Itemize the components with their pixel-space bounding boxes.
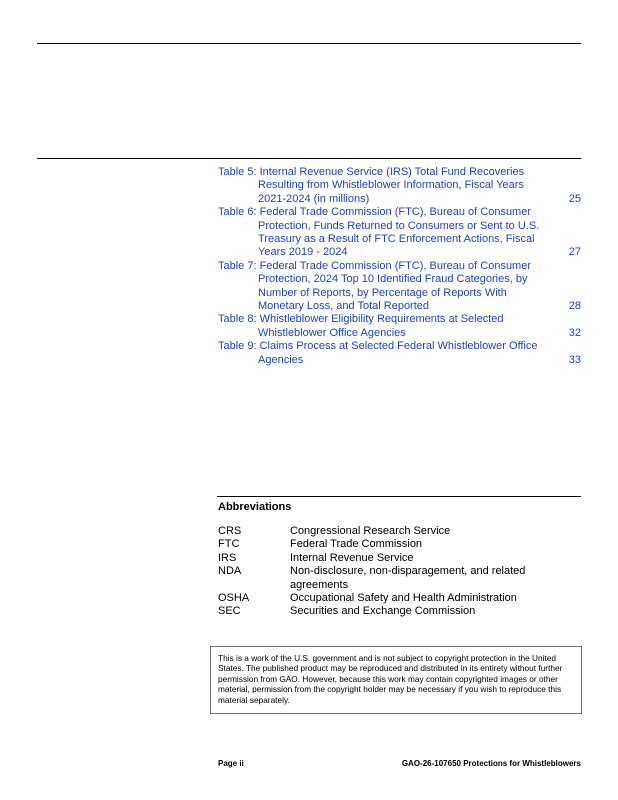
footer-page-number: Page ii [218,759,244,768]
footer-report-title: GAO-26-107650 Protections for Whistleblowers [401,759,581,768]
abbreviation-definition: Federal Trade Commission [290,538,423,551]
abbreviation-code: FTC [218,538,240,551]
toc-line: Whistleblower Office Agencies [258,326,406,339]
abbreviations-heading: Abbreviations [218,501,292,513]
abbreviation-definition: Internal Revenue Service [290,551,414,564]
toc-line: Table 9: Claims Process at Selected Federal Whistleblower Office [218,340,538,353]
toc-line: Resulting from Whistleblower Information, Fiscal Years [258,179,524,192]
abbreviation-definition: Congressional Research Service [290,525,451,537]
abbreviation-row [218,592,581,605]
toc-line: Treasury as a Result of FTC Enforcement Actions, Fiscal [258,233,535,246]
abbreviation-code: CRS [218,525,242,537]
abbreviation-row [218,552,581,565]
toc-line: 2021-2024 (in millions) [258,192,370,205]
toc-page-number: 25 [568,192,581,205]
toc-line: Table 7: Federal Trade Commission (FTC), Bureau of Consumer [218,259,532,272]
toc-line: Table 8: Whistleblower Eligibility Requirements at Selected [218,313,504,326]
abbreviation-row [218,525,581,538]
toc-line: Agencies [258,353,304,366]
toc-line: Table 5: Internal Revenue Service (IRS) Total Fund Recoveries [218,166,525,178]
toc-page-number: 28 [568,300,581,313]
abbreviations-rule [217,496,581,497]
abbreviation-code: IRS [218,551,237,564]
toc-page-number: 32 [568,326,581,339]
toc-line: Protection, 2024 Top 10 Identified Fraud Categories, by [258,273,528,286]
toc-line: Number of Reports, by Percentage of Reports With [258,286,507,299]
top-rule [37,43,581,44]
toc-entry-table-8[interactable] [218,313,581,340]
toc-entry-table-6[interactable] [218,206,581,260]
abbreviation-code: NDA [218,565,242,578]
toc-entry-table-7[interactable] [218,260,581,314]
toc-page-number: 33 [568,353,581,366]
table-of-contents [218,166,581,367]
copyright-notice: This is a work of the U.S. government and is not subject to copyright protection in the United States. The published product may be reproduced and distributed in its entirety without further permission from GAO. However, because this work may contain copyrighted images or other material, permission from the copyright holder may be necessary if you wish to reproduce this material separately. [210,646,582,714]
toc-line: Years 2019 - 2024 [258,246,348,259]
section-rule [37,158,581,159]
toc-line: Table 6: Federal Trade Commission (FTC), Bureau of Consumer [218,206,532,219]
abbreviation-definition: Securities and Exchange Commission [290,605,476,618]
abbreviation-code: SEC [218,605,241,618]
toc-entry-table-9[interactable] [218,340,581,367]
abbreviation-code: OSHA [218,592,250,605]
abbreviation-row [218,538,581,551]
abbreviation-row [218,565,581,592]
abbreviations-list [218,525,581,619]
abbreviation-definition: Non-disclosure, non-disparagement, and related agreements [290,565,526,591]
toc-line: Monetary Loss, and Total Reported [258,300,430,313]
toc-entry-table-5[interactable] [218,166,581,206]
abbreviation-definition: Occupational Safety and Health Administration [290,592,517,605]
toc-page-number: 27 [568,246,581,259]
abbreviation-row [218,605,581,618]
toc-line: Protection, Funds Returned to Consumers or Sent to U.S. [258,219,540,232]
